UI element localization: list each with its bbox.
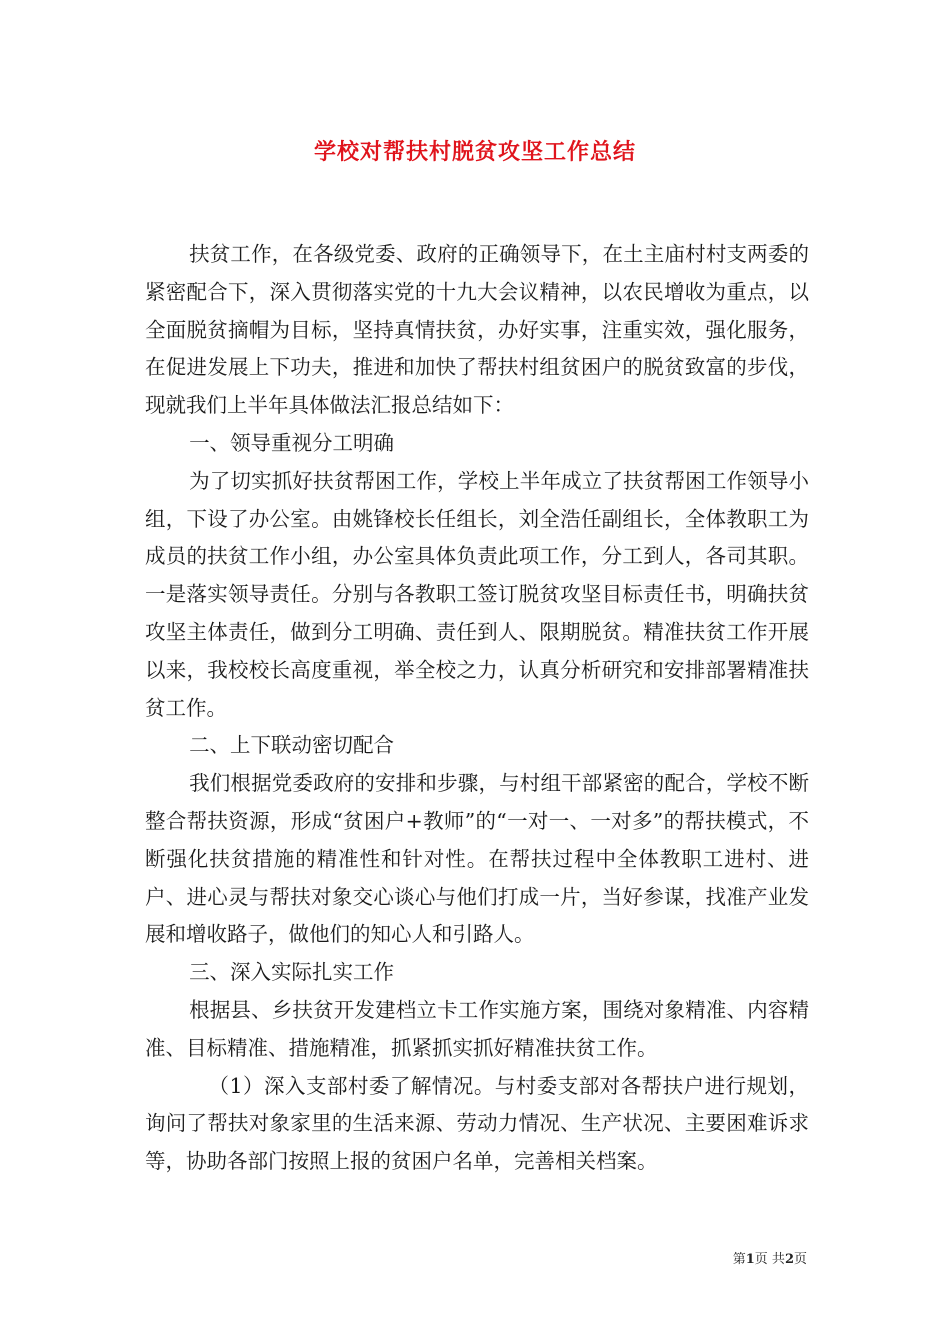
section-3-paragraph: 根据县、乡扶贫开发建档立卡工作实施方案，围绕对象精准、内容精准、目标精准、措施精准，抓紧抓实抓好精准扶贫工作。 xyxy=(145,997,809,1060)
document-title: 学校对帮扶村脱贫攻坚工作总结 xyxy=(313,139,636,165)
footer-middle: 页 共 xyxy=(754,1252,785,1267)
document-body xyxy=(145,236,809,1181)
footer-current-page: 1 xyxy=(745,1252,755,1267)
section-2-paragraph: 我们根据党委政府的安排和步骤，与村组干部紧密的配合，学校不断整合帮扶资源，形成“贫困户+教师”的“一对一、一对多”的帮扶模式，不断强化扶贫措施的精准性和针对性。在帮扶过程中全体教职工进村、进户、进心灵与帮扶对象交心谈心与他们打成一片，当好参谋，找准产业发展和增收路子，做他们的知心人和引路人。 xyxy=(145,771,809,947)
page-number-footer xyxy=(733,1248,807,1267)
section-3-item-1: （1）深入支部村委了解情况。与村委支部对各帮扶户进行规划，询问了帮扶对象家里的生活来源、劳动力情况、生产状况、主要困难诉求等，协助各部门按照上报的贫困户名单，完善相关档案。 xyxy=(145,1073,809,1174)
section-heading-2: 二、上下联动密切配合 xyxy=(189,733,395,758)
section-1-paragraph: 为了切实抓好扶贫帮困工作，学校上半年成立了扶贫帮困工作领导小组，下设了办公室。由姚锋校长任组长，刘全浩任副组长，全体教职工为成员的扶贫工作小组，办公室具体负责此项工作，分工到人，各司其职。一是落实领导责任。分别与各教职工签订脱贫攻坚目标责任书，明确扶贫攻坚主体责任，做到分工明确、责任到人、限期脱贫。精准扶贫工作开展以来，我校校长高度重视，举全校之力，认真分析研究和安排部署精准扶贫工作。 xyxy=(145,468,809,720)
intro-paragraph: 扶贫工作，在各级党委、政府的正确领导下，在土主庙村村支两委的紧密配合下，深入贯彻落实党的十九大会议精神，以农民增收为重点，以全面脱贫摘帽为目标，坚持真情扶贫，办好实事，注重实效，强化服务，在促进发展上下功夫，推进和加快了帮扶村组贫困户的脱贫致富的步伐，现就我们上半年具体做法汇报总结如下： xyxy=(145,242,809,418)
section-heading-1: 一、领导重视分工明确 xyxy=(189,430,395,455)
footer-suffix: 页 xyxy=(793,1252,807,1267)
section-heading-3: 三、深入实际扎实工作 xyxy=(189,960,395,985)
footer-total-pages: 2 xyxy=(784,1252,794,1267)
footer-prefix: 第 xyxy=(732,1252,746,1267)
